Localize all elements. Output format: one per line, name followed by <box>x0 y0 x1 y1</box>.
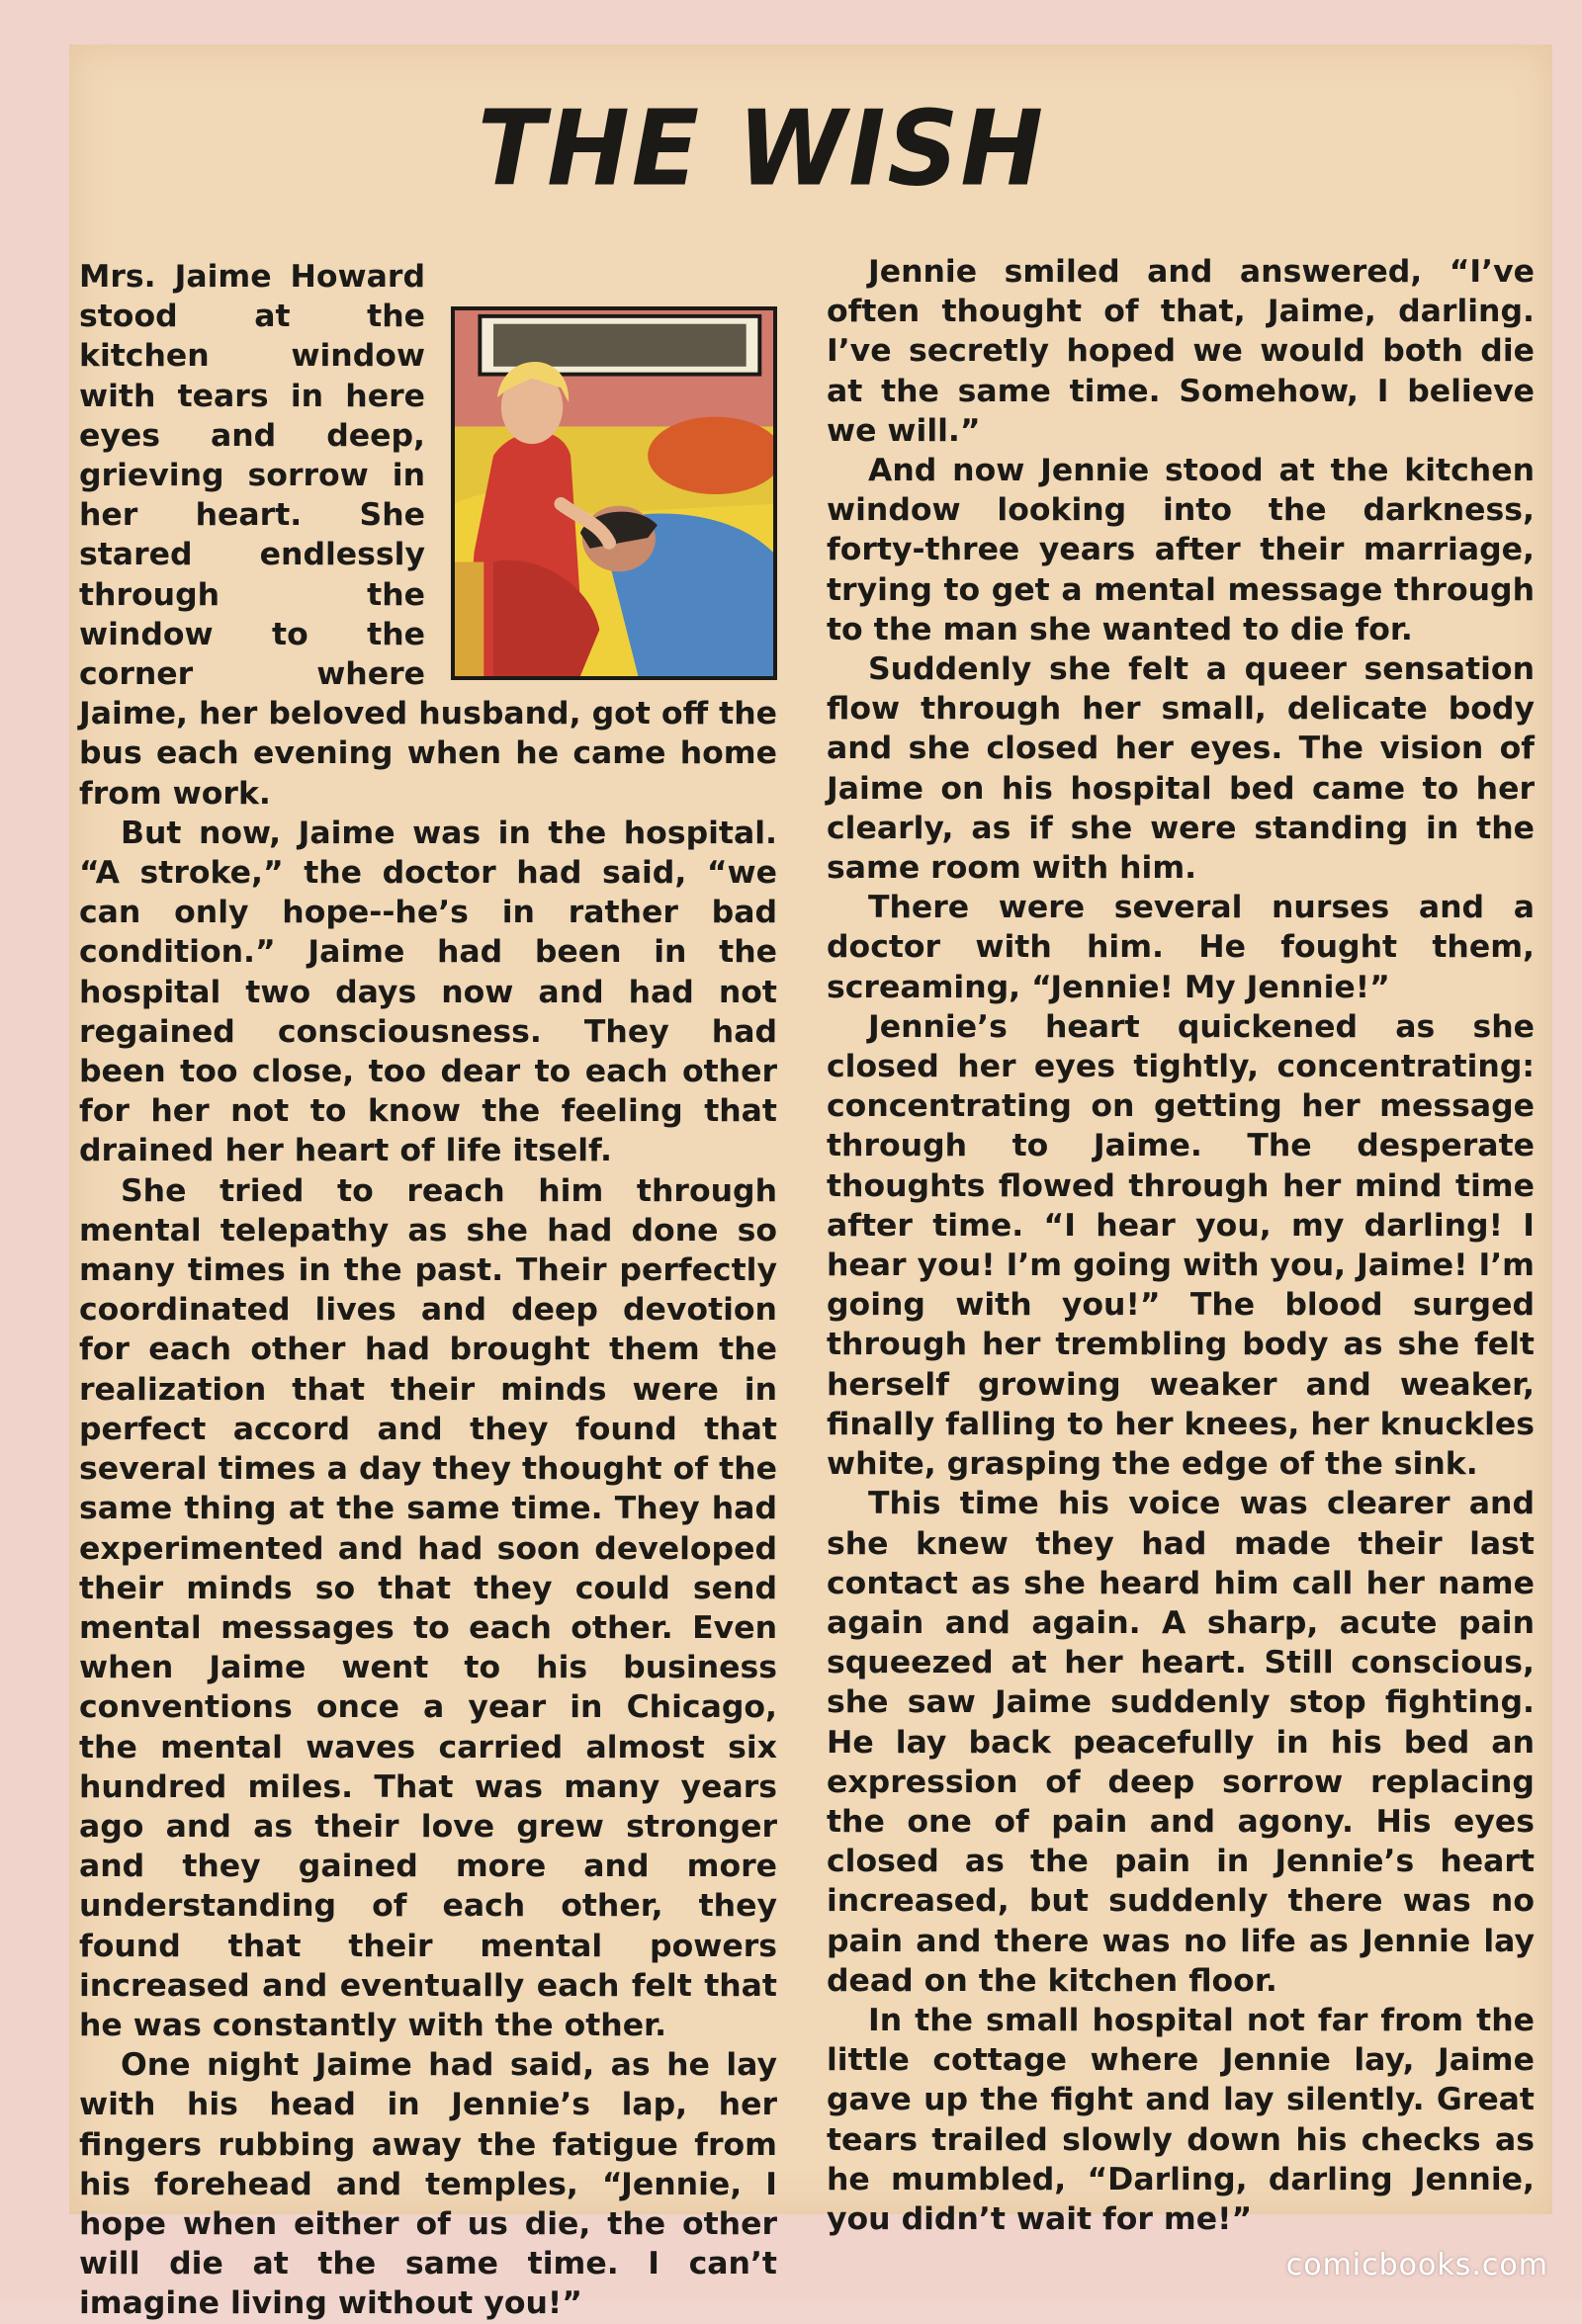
woman-cradling-man-icon <box>455 310 773 676</box>
illustration <box>451 306 777 680</box>
right-column <box>827 252 1535 2239</box>
paragraph: She tried to reach him through mental telepathy as she had done so many times in the past. Their perfectly coordinated lives and deep devotion for each other had brought them the realization that their minds were in perfect accord and they found that several times a day they thought of the same thing at the same time. They had experimented and had soon developed their minds so that they could send mental messages to each other. Even when Jaime went to his business conventions once a year in Chicago, the mental waves carried almost six hundred miles. That was many years ago and as their love grew stronger and they gained more and more understanding of each other, they found that their mental powers increased and eventually each felt that he was constantly with the other. <box>79 1172 777 2043</box>
paragraph: Jennie’s heart quickened as she closed her eyes tightly, concentrating: concentrating on getting her message through to Jaime. The desperate thoughts flowed through her mind time after time. “I hear you, my darling! I hear you! I’m going with you, Jaime! I’m going with you!” The blood surged through her trembling body as she felt herself growing weaker and weaker, finally falling to her knees, her knuckles white, grasping the edge of the sink. <box>827 1008 1535 1483</box>
paragraph: But now, Jaime was in the hospital. “A stroke,” the doctor had said, “we can only hope--he’s in rather bad condition.” Jaime had been in the hospital two days now and had not regained consciousness. They had been too close, too dear to each other for her not to know the feeling that drained her heart of life itself. <box>79 815 777 1169</box>
paragraph: And now Jennie stood at the kitchen window looking into the darkness, forty-three years after their marriage, trying to get a mental message through to the man she wanted to die for. <box>827 453 1535 647</box>
story-title: THE WISH <box>477 88 1046 210</box>
paragraph: This time his voice was clearer and she knew they had made their last contact as she heard him call her name again and again. A sharp, acute pain squeezed at her heart. Still conscious, she saw Jaime suddenly stop fighting. He lay back peacefully in his bed an expression of deep sorrow replacing the one of pain and agony. His eyes closed as the pain in Jennie’s heart increased, but suddenly there was no pain and there was no life as Jennie lay dead on the kitchen floor. <box>827 1486 1535 1999</box>
watermark: comicbooks.com <box>1285 2248 1548 2282</box>
paragraph: Mrs. Jaime Howard stood at the kitchen window with tears in here eyes and deep, grieving sorrow in her heart. She stared endlessly through the window to the corner where Jaime, her beloved husband, got off the bus each evening when he came home from work. <box>79 259 777 812</box>
paragraph: One night Jaime had said, as he lay with his head in Jennie’s lap, her fingers rubbing away the fatigue from his forehead and temples, “Jennie, I hope when either of us die, the other will die at the same time. I can’t imagine living without you!” <box>79 2047 777 2322</box>
left-column <box>79 257 777 2324</box>
paragraph: Suddenly she felt a queer sensation flow through her small, delicate body and she closed her eyes. The vision of Jaime on his hospital bed came to her clearly, as if she were standing in the same room with him. <box>827 651 1535 887</box>
paragraph: Jennie smiled and answered, “I’ve often thought of that, Jaime, darling. I’ve secretly hoped we would both die at the same time. Somehow, I believe we will.” <box>827 254 1535 449</box>
paragraph: In the small hospital not far from the little cottage where Jennie lay, Jaime gave up the fight and lay silently. Great tears trailed slowly down his checks as he mumbled, “Darling, darling Jennie, you didn’t wait for me!” <box>827 2002 1535 2237</box>
paragraph: There were several nurses and a doctor with him. He fought them, screaming, “Jennie! My Jennie!” <box>827 890 1535 1005</box>
